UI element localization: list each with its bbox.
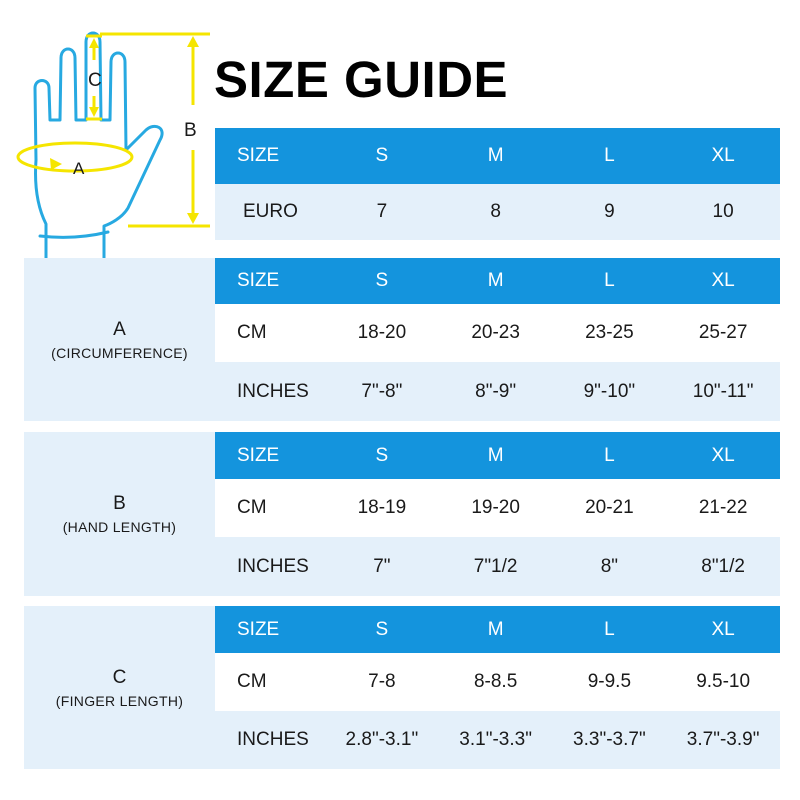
section-c-label-panel	[24, 606, 215, 769]
wrist-line	[40, 232, 108, 237]
size-s: S	[375, 270, 389, 291]
section-c-header-row	[215, 606, 780, 653]
table-cell: 20-23	[471, 322, 520, 343]
size-s: S	[375, 618, 389, 640]
size-l: L	[604, 618, 615, 640]
size-m: M	[487, 444, 504, 466]
table-cell: 7"	[373, 555, 391, 577]
euro-row	[215, 184, 780, 240]
table-cell: 8"-9"	[475, 380, 517, 402]
label-c: C	[88, 70, 102, 91]
section-letter: C	[112, 666, 127, 688]
section-b-cm-row	[215, 479, 780, 537]
size-xl: XL	[711, 618, 735, 640]
table-cell: 7"1/2	[473, 555, 518, 577]
section-b-header-row	[215, 432, 780, 479]
page-title: SIZE GUIDE	[214, 51, 509, 108]
euro-label: EURO	[243, 201, 298, 222]
table-cell: 7-8	[368, 671, 396, 692]
label-a: A	[73, 159, 85, 178]
size-xl: XL	[711, 145, 735, 166]
table-cell: 3.1"-3.3"	[459, 729, 532, 750]
section-a-cm-row	[215, 304, 780, 362]
section-a-inches-row	[215, 362, 780, 421]
size-xl: XL	[711, 444, 735, 466]
table-cell: 21-22	[698, 497, 748, 518]
section-name: (HAND LENGTH)	[62, 519, 177, 535]
size-s: S	[375, 444, 389, 466]
label-b: B	[184, 120, 197, 141]
header-size-label: SIZE	[237, 270, 280, 291]
section-name: (FINGER LENGTH)	[55, 692, 184, 709]
section-b-inches-row	[215, 537, 780, 596]
table-cell: 23-25	[585, 322, 634, 343]
euro-value: 8	[490, 201, 501, 222]
euro-size-header-row	[215, 128, 780, 184]
table-cell: 9"-10"	[583, 380, 636, 402]
row-label: CM	[237, 671, 267, 692]
size-m: M	[487, 270, 504, 291]
table-cell: 18-20	[357, 322, 407, 343]
size-l: L	[604, 444, 615, 466]
table-cell: 25-27	[698, 322, 748, 343]
table-cell: 20-21	[585, 497, 634, 518]
table-cell: 8-8.5	[473, 671, 518, 692]
section-c-inches-row	[215, 711, 780, 769]
section-b-label-panel	[24, 432, 215, 596]
row-label: CM	[237, 497, 267, 518]
section-letter: A	[113, 318, 126, 340]
euro-value: 9	[604, 201, 615, 222]
size-xl: XL	[711, 270, 735, 291]
section-a-label-panel	[24, 258, 215, 421]
size-m: M	[487, 618, 504, 640]
table-cell: 3.3"-3.7"	[573, 729, 646, 750]
row-label: CM	[237, 322, 267, 343]
table-cell: 10"-11"	[692, 380, 754, 402]
table-cell: 8"1/2	[701, 555, 745, 577]
table-cell: 9.5-10	[696, 671, 751, 692]
table-cell: 2.8"-3.1"	[345, 729, 419, 750]
section-name: (CIRCUMFERENCE)	[51, 344, 188, 361]
header-size-label: SIZE	[237, 618, 280, 640]
table-cell: 7"-8"	[361, 380, 403, 402]
size-l: L	[604, 270, 615, 291]
table-cell: 9-9.5	[587, 671, 632, 692]
row-label: INCHES	[237, 380, 309, 402]
size-l: L	[604, 145, 615, 166]
header-size-label: SIZE	[237, 145, 280, 166]
table-cell: 19-20	[471, 497, 520, 518]
euro-value: 7	[376, 201, 388, 222]
header-size-label: SIZE	[237, 444, 280, 466]
table-cell: 8"	[600, 555, 619, 577]
euro-value: 10	[712, 201, 734, 222]
hand-diagram	[0, 0, 215, 260]
row-label: INCHES	[237, 729, 309, 750]
table-cell: 3.7"-3.9"	[686, 729, 760, 750]
row-label: INCHES	[237, 555, 309, 577]
section-c-cm-row	[215, 653, 780, 711]
table-cell: 18-19	[357, 497, 407, 518]
section-a-header-row	[215, 258, 780, 304]
size-m: M	[487, 145, 504, 166]
size-s: S	[375, 145, 389, 166]
section-letter: B	[113, 493, 126, 514]
